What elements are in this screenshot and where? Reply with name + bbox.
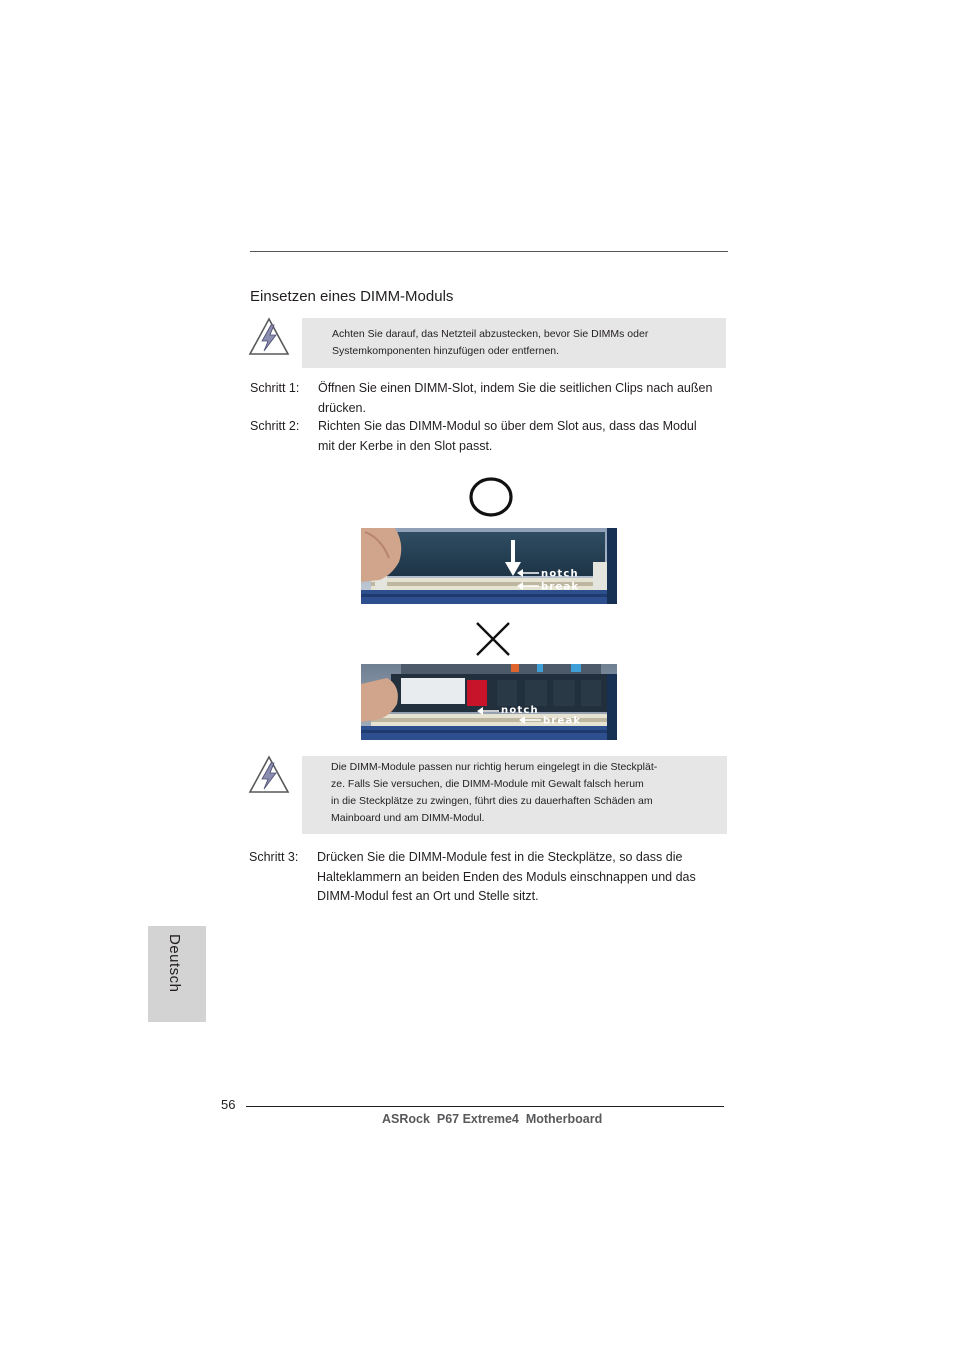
step-2	[250, 417, 728, 457]
break-label: break	[541, 581, 580, 593]
warning-triangle-lightning-icon	[248, 755, 290, 795]
footer-rule	[246, 1106, 724, 1107]
section-title: Einsetzen eines DIMM-Moduls	[250, 288, 454, 305]
step-label: Schritt 3:	[249, 850, 299, 864]
step-line: Öffnen Sie einen DIMM-Slot, indem Sie die seitlichen Clips nach außen	[318, 381, 713, 395]
warning-triangle-lightning-icon	[248, 317, 290, 357]
caution-line: Die DIMM-Module passen nur richtig herum eingelegt in die Steckplät-	[331, 761, 658, 773]
caution-line: Systemkomponenten hinzufügen oder entfernen.	[332, 345, 560, 357]
notch-label: notch	[501, 705, 539, 716]
step-text	[317, 848, 696, 907]
caution-note-bottom	[302, 756, 727, 834]
step-line: drücken.	[318, 400, 366, 415]
footer-title: ASRock P67 Extreme4 Motherboard	[382, 1112, 603, 1126]
language-label: Deutsch	[166, 934, 183, 993]
caution-line: in die Steckplätze zu zwingen, führt dies zu dauerhaften Schäden am	[331, 795, 653, 807]
step-line: Drücken Sie die DIMM-Module fest in die Steckplätze, so dass die	[317, 850, 683, 864]
step-text	[318, 417, 697, 456]
header-rule	[250, 251, 728, 252]
caution-line: Achten Sie darauf, das Netzteil abzustecken, bevor Sie DIMMs oder	[332, 328, 649, 340]
step-1	[250, 379, 728, 419]
cross-icon	[474, 620, 512, 658]
dimm-photo-wrong	[361, 664, 617, 740]
dimm-photo-correct	[361, 528, 617, 604]
step-line: mit der Kerbe in den Slot passt.	[318, 438, 493, 453]
caution-line: Mainboard und am DIMM-Modul.	[331, 812, 485, 824]
step-3	[249, 848, 727, 908]
caution-line: ze. Falls Sie versuchen, die DIMM-Module mit Gewalt falsch herum	[331, 778, 644, 790]
break-label: break	[543, 715, 582, 727]
caution-note-top	[302, 318, 726, 368]
step-line: Richten Sie das DIMM-Modul so über dem Slot aus, dass das Modul	[318, 419, 697, 433]
notch-label: notch	[541, 568, 579, 580]
step-text	[318, 379, 712, 418]
step-label: Schritt 2:	[250, 419, 300, 433]
step-line: Halteklammern an beiden Enden des Moduls einschnappen und das	[317, 869, 696, 884]
circle-icon	[468, 476, 514, 518]
page-number: 56	[221, 1097, 236, 1112]
step-label: Schritt 1:	[250, 381, 300, 395]
language-side-tab	[148, 926, 206, 1022]
step-line: DIMM-Modul fest an Ort und Stelle sitzt.	[317, 889, 539, 903]
